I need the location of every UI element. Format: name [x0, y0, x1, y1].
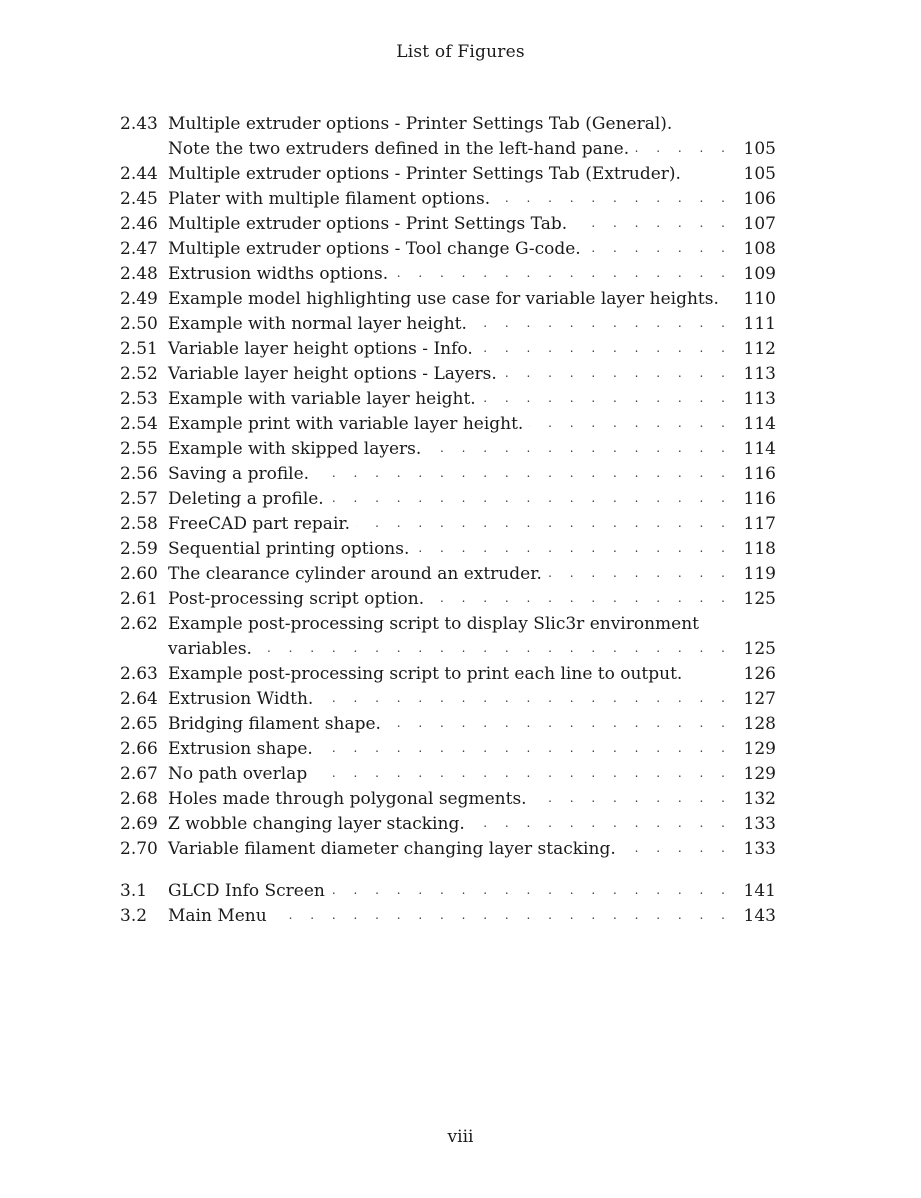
caption-text: Example with variable layer height. — [168, 389, 476, 409]
page-ref[interactable]: 108 — [743, 239, 776, 259]
figure-entry[interactable] — [120, 462, 776, 487]
figure-entry[interactable] — [120, 387, 776, 412]
caption-line — [168, 262, 776, 287]
page-ref[interactable]: 116 — [743, 489, 776, 509]
figure-number: 2.47 — [120, 239, 158, 259]
figure-list-chapter-3 — [120, 879, 776, 929]
page-ref[interactable]: 126 — [743, 664, 776, 684]
figure-entry[interactable] — [120, 904, 776, 929]
figure-number: 2.56 — [120, 464, 158, 484]
figure-entry[interactable] — [120, 487, 776, 512]
figure-entry[interactable] — [120, 837, 776, 862]
caption-line — [168, 437, 776, 462]
figure-number: 2.52 — [120, 364, 158, 384]
caption-line — [168, 162, 776, 187]
figure-entry[interactable] — [120, 612, 776, 662]
dot-leader — [315, 462, 732, 487]
caption-text: Multiple extruder options - Printer Settings Tab (General). — [168, 114, 673, 134]
caption-line — [168, 904, 776, 929]
dot-leader — [356, 512, 732, 537]
dot-leader — [573, 212, 732, 237]
page-ref[interactable]: 129 — [743, 739, 776, 759]
page-ref[interactable]: 125 — [743, 639, 776, 659]
figure-entry[interactable] — [120, 587, 776, 612]
figure-caption — [168, 262, 776, 287]
figure-caption — [168, 187, 776, 212]
caption-line — [168, 812, 776, 837]
figure-number: 2.55 — [120, 439, 158, 459]
figure-entry[interactable] — [120, 712, 776, 737]
figure-entry[interactable] — [120, 187, 776, 212]
caption-text: The clearance cylinder around an extruder. — [168, 564, 542, 584]
figure-number: 2.60 — [120, 564, 158, 584]
figure-entry[interactable] — [120, 337, 776, 362]
page-ref[interactable]: 133 — [743, 839, 776, 859]
page-ref[interactable]: 129 — [743, 764, 776, 784]
figure-number: 2.68 — [120, 789, 158, 809]
page-ref[interactable]: 118 — [743, 539, 776, 559]
figure-entry[interactable] — [120, 262, 776, 287]
caption-line — [168, 787, 776, 812]
caption-text: Example print with variable layer height. — [168, 414, 524, 434]
caption-line — [168, 337, 776, 362]
figure-caption — [168, 437, 776, 462]
caption-text: Example with skipped layers. — [168, 439, 422, 459]
dot-leader — [331, 879, 732, 904]
caption-line — [168, 537, 776, 562]
dot-leader — [473, 312, 732, 337]
caption-line — [168, 112, 776, 137]
caption-line — [168, 512, 776, 537]
figure-caption — [168, 362, 776, 387]
figure-entry[interactable] — [120, 212, 776, 237]
figure-entry[interactable] — [120, 879, 776, 904]
caption-text: Multiple extruder options - Print Settings Tab. — [168, 214, 568, 234]
caption-text: Multiple extruder options - Printer Settings Tab (Extruder). — [168, 164, 681, 184]
figure-caption — [168, 812, 776, 837]
caption-text: Extrusion widths options. — [168, 264, 389, 284]
figure-number: 2.58 — [120, 514, 158, 534]
caption-line — [168, 137, 776, 162]
page-ref[interactable]: 133 — [743, 814, 776, 834]
figure-entry[interactable] — [120, 437, 776, 462]
dot-leader — [319, 737, 732, 762]
figure-number: 3.1 — [120, 881, 148, 901]
figure-caption — [168, 512, 776, 537]
caption-line — [168, 562, 776, 587]
figure-number: 2.57 — [120, 489, 158, 509]
figure-caption — [168, 879, 776, 904]
caption-line — [168, 687, 776, 712]
dot-leader — [479, 337, 732, 362]
figure-number: 2.63 — [120, 664, 158, 684]
figure-entry[interactable] — [120, 162, 776, 187]
figure-caption — [168, 237, 776, 262]
figure-caption — [168, 462, 776, 487]
figure-number: 3.2 — [120, 906, 148, 926]
page-ref[interactable]: 143 — [743, 906, 776, 926]
figure-entry[interactable] — [120, 112, 776, 162]
page-ref[interactable]: 113 — [743, 389, 776, 409]
caption-text: variables. — [168, 639, 252, 659]
caption-text: Extrusion shape. — [168, 739, 313, 759]
dot-leader — [503, 362, 732, 387]
figure-number: 2.51 — [120, 339, 158, 359]
page-ref[interactable]: 112 — [743, 339, 776, 359]
dot-leader — [394, 262, 732, 287]
caption-text: Sequential printing options. — [168, 539, 410, 559]
caption-text: Holes made through polygonal segments. — [168, 789, 527, 809]
caption-text: Post-processing script option. — [168, 589, 425, 609]
caption-text: Saving a profile. — [168, 464, 310, 484]
figure-number: 2.64 — [120, 689, 158, 709]
page-ref[interactable]: 111 — [743, 314, 776, 334]
figure-entry[interactable] — [120, 362, 776, 387]
caption-line — [168, 412, 776, 437]
caption-line — [168, 462, 776, 487]
dot-leader — [587, 237, 732, 262]
page-ref[interactable]: 127 — [743, 689, 776, 709]
figure-caption — [168, 737, 776, 762]
dot-leader — [313, 762, 732, 787]
figure-number: 2.43 — [120, 114, 158, 134]
page-ref[interactable]: 107 — [743, 214, 776, 234]
caption-text: FreeCAD part repair. — [168, 514, 351, 534]
figure-caption — [168, 662, 776, 687]
caption-text: Plater with multiple filament options. — [168, 189, 491, 209]
figure-entry[interactable] — [120, 512, 776, 537]
caption-text: Example post-processing script to print each line to output. — [168, 664, 683, 684]
figure-number: 2.46 — [120, 214, 158, 234]
caption-line — [168, 612, 776, 637]
caption-line — [168, 762, 776, 787]
figure-caption — [168, 612, 776, 662]
figure-caption — [168, 312, 776, 337]
caption-text: GLCD Info Screen — [168, 881, 325, 901]
page-ref[interactable]: 106 — [743, 189, 776, 209]
caption-line — [168, 287, 776, 312]
list-of-figures — [120, 112, 776, 929]
caption-line — [168, 237, 776, 262]
figure-number: 2.45 — [120, 189, 158, 209]
page-ref[interactable]: 109 — [743, 264, 776, 284]
figure-number: 2.61 — [120, 589, 158, 609]
figure-entry[interactable] — [120, 312, 776, 337]
figure-number: 2.66 — [120, 739, 158, 759]
caption-line — [168, 737, 776, 762]
figure-entry[interactable] — [120, 787, 776, 812]
figure-number: 2.50 — [120, 314, 158, 334]
caption-line — [168, 587, 776, 612]
caption-line — [168, 187, 776, 212]
figure-caption — [168, 387, 776, 412]
page-ref[interactable]: 128 — [743, 714, 776, 734]
caption-line — [168, 387, 776, 412]
figure-caption — [168, 712, 776, 737]
figure-entry[interactable] — [120, 687, 776, 712]
figure-caption — [168, 412, 776, 437]
page-ref[interactable]: 132 — [743, 789, 776, 809]
figure-number: 2.59 — [120, 539, 158, 559]
figure-caption — [168, 762, 776, 787]
page-ref[interactable]: 110 — [743, 289, 776, 309]
dot-leader — [273, 904, 732, 929]
figure-caption — [168, 112, 776, 162]
figure-caption — [168, 487, 776, 512]
caption-line — [168, 362, 776, 387]
caption-line — [168, 712, 776, 737]
dot-leader — [482, 387, 732, 412]
figure-entry[interactable] — [120, 287, 776, 312]
page-ref[interactable]: 114 — [743, 439, 776, 459]
page-ref[interactable]: 117 — [743, 514, 776, 534]
page-ref[interactable]: 105 — [743, 139, 776, 159]
page-ref[interactable]: 141 — [743, 881, 776, 901]
caption-text: Bridging filament shape. — [168, 714, 381, 734]
figure-caption — [168, 212, 776, 237]
caption-text: Example model highlighting use case for variable layer heights. — [168, 289, 719, 309]
figure-entry[interactable] — [120, 662, 776, 687]
page-ref[interactable]: 116 — [743, 464, 776, 484]
figure-number: 2.65 — [120, 714, 158, 734]
page-ref[interactable]: 119 — [743, 564, 776, 584]
figure-number: 2.67 — [120, 764, 158, 784]
figure-number: 2.48 — [120, 264, 158, 284]
figure-entry[interactable] — [120, 812, 776, 837]
caption-line — [168, 837, 776, 862]
page-number: viii — [447, 1127, 474, 1147]
dot-leader — [548, 562, 732, 587]
figure-number: 2.70 — [120, 839, 158, 859]
caption-line — [168, 212, 776, 237]
caption-text: Variable filament diameter changing layer stacking. — [168, 839, 616, 859]
dot-leader — [471, 812, 732, 837]
figure-caption — [168, 904, 776, 929]
dot-leader — [415, 537, 732, 562]
figure-caption — [168, 587, 776, 612]
figure-entry[interactable] — [120, 737, 776, 762]
dot-leader — [430, 587, 732, 612]
caption-line — [168, 879, 776, 904]
caption-text: Multiple extruder options - Tool change G-code. — [168, 239, 581, 259]
dot-leader — [330, 487, 732, 512]
figure-caption — [168, 837, 776, 862]
figure-number: 2.49 — [120, 289, 158, 309]
figure-caption — [168, 162, 776, 187]
figure-number: 2.54 — [120, 414, 158, 434]
caption-text: Example post-processing script to display Slic3r environment — [168, 614, 700, 634]
page-ref[interactable]: 113 — [743, 364, 776, 384]
caption-text: No path overlap — [168, 764, 308, 784]
figure-number: 2.62 — [120, 614, 158, 634]
figure-entry[interactable] — [120, 237, 776, 262]
figure-entry[interactable] — [120, 562, 776, 587]
dot-leader — [496, 187, 732, 212]
figure-caption — [168, 337, 776, 362]
figure-list-chapter-2 — [120, 112, 776, 862]
figure-number: 2.69 — [120, 814, 158, 834]
caption-line — [168, 662, 776, 687]
caption-text: Note the two extruders defined in the left-hand pane. — [168, 139, 630, 159]
dot-leader — [529, 412, 732, 437]
caption-line — [168, 312, 776, 337]
figure-caption — [168, 537, 776, 562]
page-ref[interactable]: 114 — [743, 414, 776, 434]
figure-caption — [168, 687, 776, 712]
chapter-gap — [120, 862, 776, 879]
caption-text: Variable layer height options - Info. — [168, 339, 473, 359]
caption-line — [168, 487, 776, 512]
caption-line — [168, 637, 776, 662]
running-head: List of Figures — [396, 42, 525, 62]
figure-caption — [168, 287, 776, 312]
page-ref[interactable]: 125 — [743, 589, 776, 609]
caption-text: Deleting a profile. — [168, 489, 324, 509]
figure-caption — [168, 787, 776, 812]
figure-caption — [168, 562, 776, 587]
caption-text: Main Menu — [168, 906, 267, 926]
dot-leader — [387, 712, 732, 737]
figure-number: 2.44 — [120, 164, 158, 184]
figure-number: 2.53 — [120, 389, 158, 409]
caption-text: Z wobble changing layer stacking. — [168, 814, 465, 834]
caption-text: Variable layer height options - Layers. — [168, 364, 497, 384]
figure-entry[interactable] — [120, 762, 776, 787]
dot-leader — [635, 137, 732, 162]
page-ref[interactable]: 105 — [743, 164, 776, 184]
dot-leader — [427, 437, 732, 462]
caption-text: Extrusion Width. — [168, 689, 314, 709]
figure-entry[interactable] — [120, 537, 776, 562]
caption-text: Example with normal layer height. — [168, 314, 467, 334]
dot-leader — [622, 837, 732, 862]
dot-leader — [258, 637, 732, 662]
dot-leader — [533, 787, 732, 812]
dot-leader — [319, 687, 732, 712]
figure-entry[interactable] — [120, 412, 776, 437]
